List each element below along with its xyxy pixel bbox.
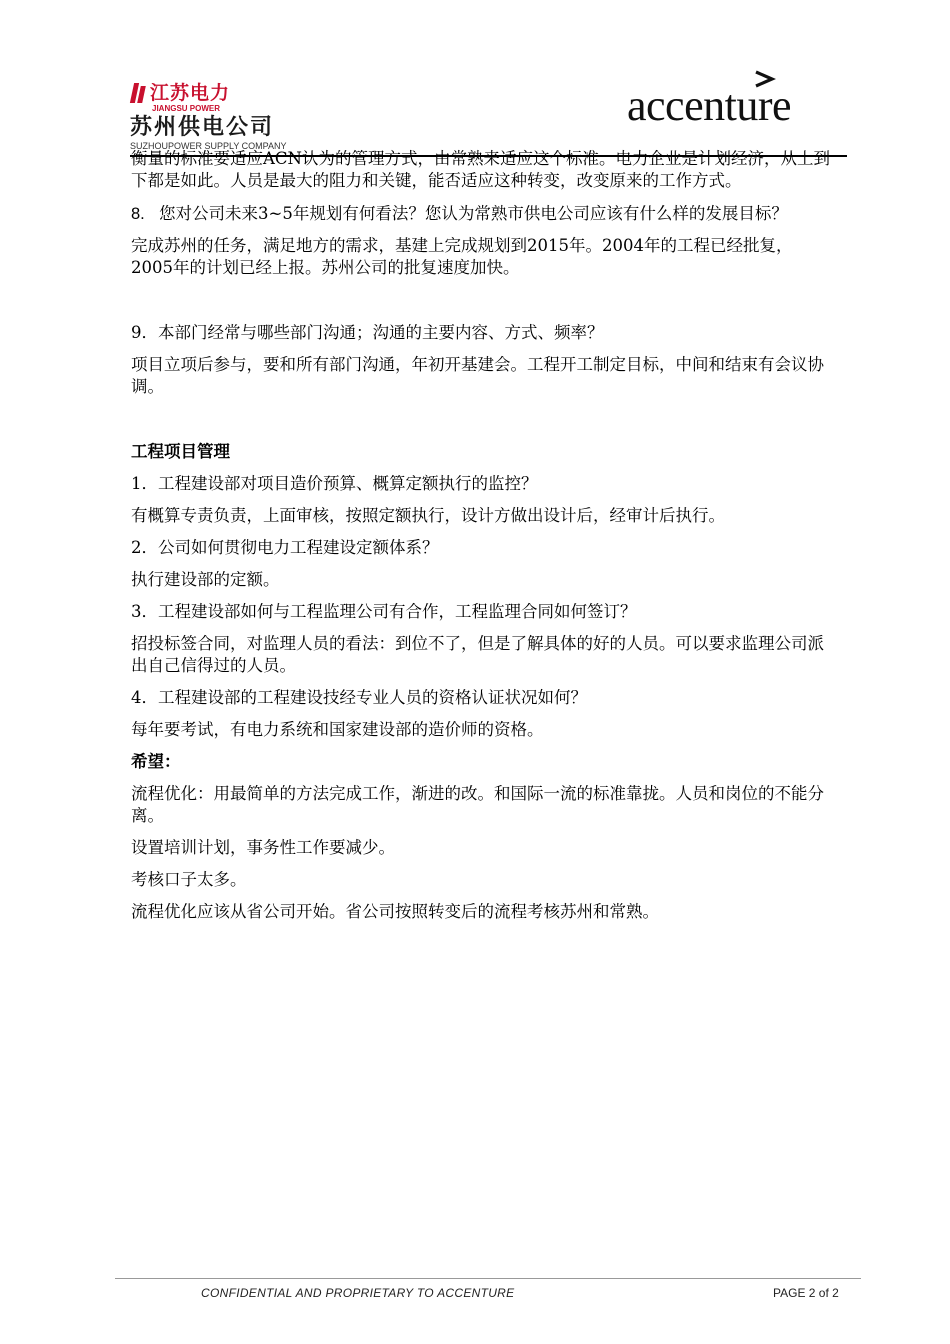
question-2: 2．公司如何贯彻电力工程建设定额体系？ bbox=[131, 538, 439, 557]
document-body bbox=[131, 148, 831, 923]
jiangsu-power-mark-icon bbox=[130, 83, 146, 103]
logo-cn-top: 江苏电力 bbox=[150, 82, 231, 104]
hope-title: 希望： bbox=[131, 752, 181, 771]
question-8-text: 您对公司未来3~5年规划有何看法？您认为常熟市供电公司应该有什么样的发展目标？ bbox=[159, 204, 788, 223]
question-8 bbox=[131, 203, 831, 225]
answer-8: 完成苏州的任务，满足地方的需求，基建上完成规划到2015年。2004年的工程已经批复，2005年的计划已经上报。苏州公司的批复速度加快。 bbox=[131, 236, 793, 277]
hope-item-4: 流程优化应该从省公司开始。省公司按照转变后的流程考核苏州和常熟。 bbox=[131, 902, 659, 921]
hope-item-1: 流程优化：用最简单的方法完成工作，渐进的改。和国际一流的标准靠拢。人员和岗位的不能分离。 bbox=[131, 784, 824, 825]
section-title: 工程项目管理 bbox=[131, 442, 230, 461]
footer-divider bbox=[115, 1278, 861, 1279]
logo-cn-main: 苏州供电公司 bbox=[130, 115, 275, 140]
question-9: 9．本部门经常与哪些部门沟通；沟通的主要内容、方式、频率？ bbox=[131, 323, 604, 342]
answer-1: 有概算专责负责，上面审核，按照定额执行，设计方做出设计后，经审计后执行。 bbox=[131, 506, 725, 525]
answer-9: 项目立项后参与，要和所有部门沟通，年初开基建会。工程开工制定目标，中间和结束有会议协调。 bbox=[131, 355, 824, 396]
answer-2: 执行建设部的定额。 bbox=[131, 570, 280, 589]
footer-page-number: PAGE 2 of 2 bbox=[773, 1286, 839, 1300]
paragraph-p1: 衡量的标准要适应ACN认为的管理方式，由常熟来适应这个标准。电力企业是计划经济，从上到下都是如此。人员是最大的阻力和关键，能否适应这种转变，改变原来的工作方式。 bbox=[131, 149, 830, 190]
footer-confidential: CONFIDENTIAL AND PROPRIETARY TO ACCENTURE bbox=[201, 1286, 515, 1300]
hope-item-3: 考核口子太多。 bbox=[131, 870, 247, 889]
answer-4: 每年要考试，有电力系统和国家建设部的造价师的资格。 bbox=[131, 720, 544, 739]
question-8-number: 8. bbox=[131, 205, 145, 223]
question-4: 4．工程建设部的工程建设技经专业人员的资格认证状况如何？ bbox=[131, 688, 587, 707]
answer-3: 招投标签合同，对监理人员的看法：到位不了，但是了解具体的好的人员。可以要求监理公司派出自己信得过的人员。 bbox=[131, 634, 824, 675]
hope-item-2: 设置培训计划，事务性工作要减少。 bbox=[131, 838, 395, 857]
logo-en-top: JIANGSU POWER bbox=[152, 104, 221, 113]
question-1: 1．工程建设部对项目造价预算、概算定额执行的监控？ bbox=[131, 474, 538, 493]
question-3: 3．工程建设部如何与工程监理公司有合作，工程监理合同如何签订？ bbox=[131, 602, 637, 621]
logo-en-main: SUZHOUPOWER SUPPLY COMPANY bbox=[130, 141, 287, 151]
accenture-logo: accenture bbox=[627, 81, 792, 130]
